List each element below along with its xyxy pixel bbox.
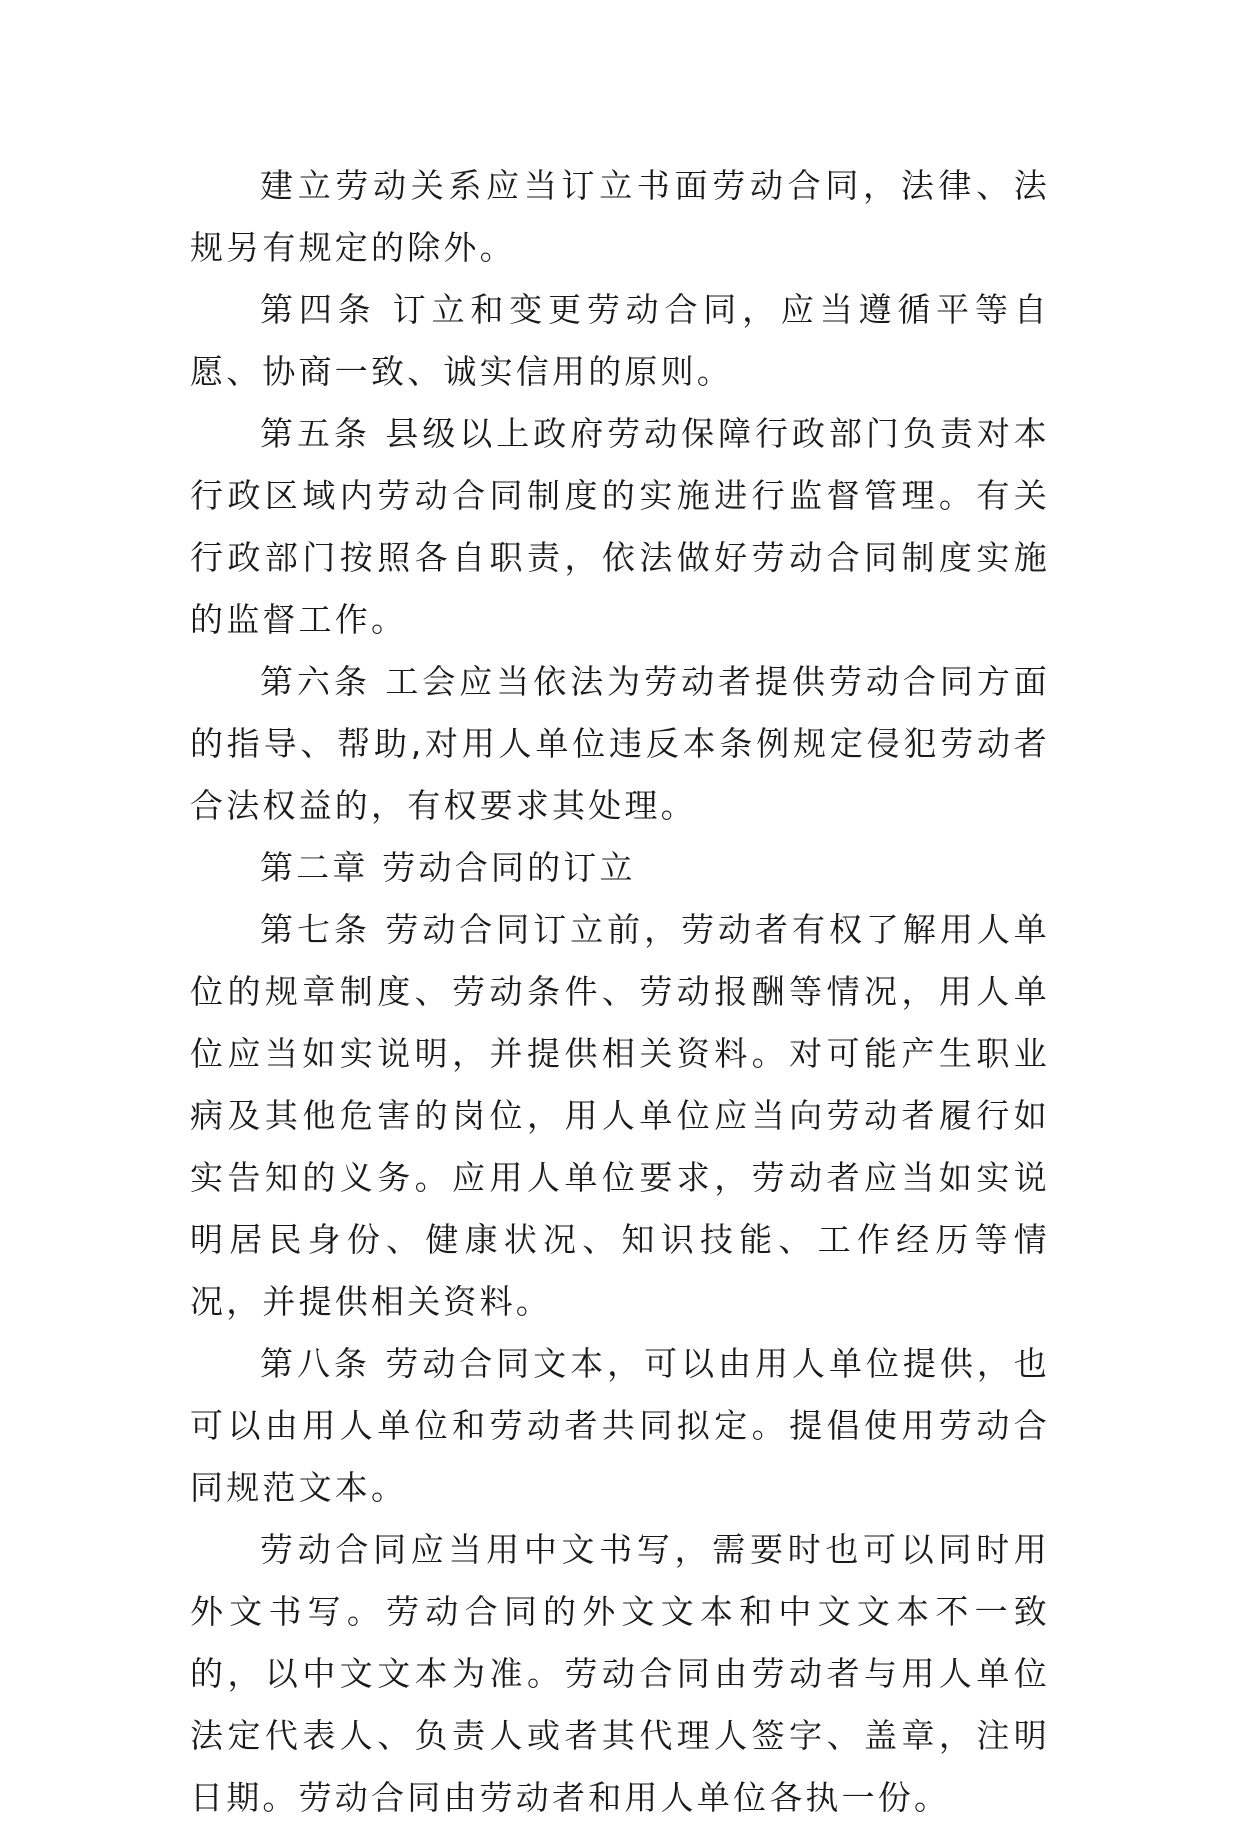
document-body (190, 155, 1050, 1829)
chapter-2-heading: 第二章 劳动合同的订立 (260, 848, 636, 887)
paragraph-article-4: 第四条 订立和变更劳动合同，应当遵循平等自愿、协商一致、诚实信用的原则。 (190, 290, 1050, 391)
paragraph-article-7: 第七条 劳动合同订立前，劳动者有权了解用人单位的规章制度、劳动条件、劳动报酬等情况，用人单位应当如实说明，并提供相关资料。对可能产生职业病及其他危害的岗位，用人单位应当向劳动者履行如实告知的义务。应用人单位要求，劳动者应当如实说明居民身份、健康状况、知识技能、工作经历等情况，并提供相关资料。 (190, 910, 1050, 1321)
paragraph-language-signing: 劳动合同应当用中文书写，需要时也可以同时用外文书写。劳动合同的外文文本和中文文本不一致的，以中文文本为准。劳动合同由劳动者与用人单位法定代表人、负责人或者其代理人签字、盖章，注明日期。劳动合同由劳动者和用人单位各执一份。 (190, 1530, 1050, 1817)
paragraph-written-contract: 建立劳动关系应当订立书面劳动合同，法律、法规另有规定的除外。 (190, 166, 1050, 267)
paragraph-article-6: 第六条 工会应当依法为劳动者提供劳动合同方面的指导、帮助,对用人单位违反本条例规定侵犯劳动者合法权益的，有权要求其处理。 (190, 662, 1050, 825)
paragraph-article-8: 第八条 劳动合同文本，可以由用人单位提供，也可以由用人单位和劳动者共同拟定。提倡使用劳动合同规范文本。 (190, 1344, 1050, 1507)
paragraph-article-5: 第五条 县级以上政府劳动保障行政部门负责对本行政区域内劳动合同制度的实施进行监督管理。有关行政部门按照各自职责，依法做好劳动合同制度实施的监督工作。 (190, 414, 1050, 639)
